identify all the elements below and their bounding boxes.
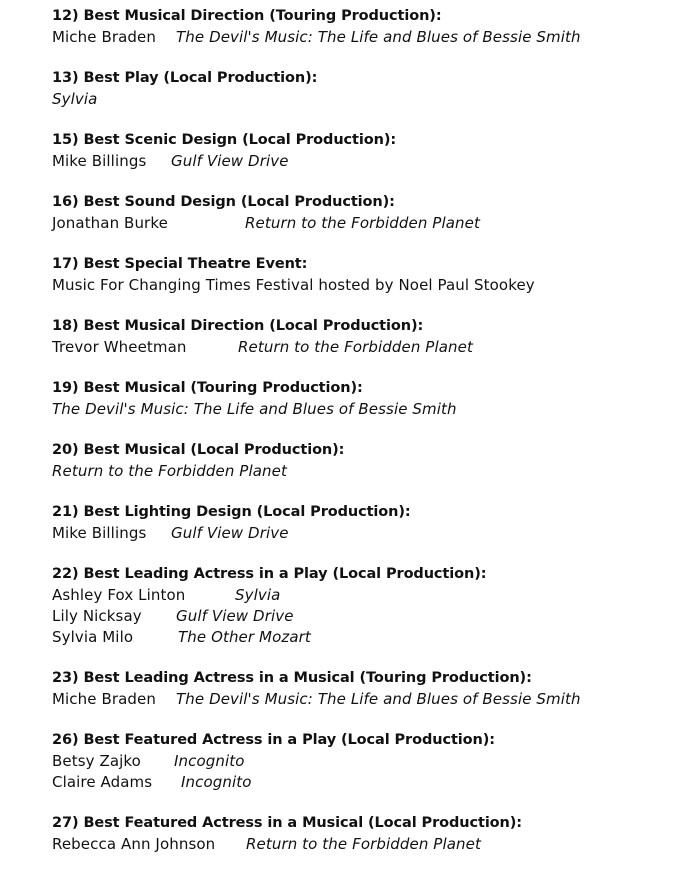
winner-name: Mike Billings	[52, 524, 147, 542]
production-title: Incognito	[174, 752, 245, 770]
award-block	[52, 192, 682, 234]
award-title: 21) Best Lighting Design (Local Production):	[52, 504, 411, 520]
winner-line	[52, 399, 682, 420]
winner-name: Jonathan Burke	[52, 214, 168, 232]
production-title: The Other Mozart	[178, 628, 311, 646]
production-title: Sylvia	[52, 90, 98, 108]
award-block	[52, 668, 682, 710]
production-title: Return to the Forbidden Planet	[238, 338, 473, 356]
winner-line	[52, 585, 682, 606]
production-title: The Devil's Music: The Life and Blues of Bessie Smith	[52, 400, 457, 418]
award-block	[52, 316, 682, 358]
winner-name: Ashley Fox Linton	[52, 586, 186, 604]
award-title: 15) Best Scenic Design (Local Production):	[52, 132, 397, 148]
winner-name: Miche Braden	[52, 690, 156, 708]
winner-line	[52, 213, 682, 234]
winner-line	[52, 627, 682, 648]
winner-line	[52, 689, 682, 710]
award-title: 23) Best Leading Actress in a Musical (Touring Production):	[52, 670, 532, 686]
production-title: Return to the Forbidden Planet	[52, 462, 287, 480]
award-block	[52, 6, 682, 48]
production-title: Return to the Forbidden Planet	[245, 214, 480, 232]
winner-line	[52, 751, 682, 772]
winner-name: Miche Braden	[52, 28, 156, 46]
winner-line	[52, 461, 682, 482]
winner-line	[52, 772, 682, 793]
award-block	[52, 440, 682, 482]
award-title: 17) Best Special Theatre Event:	[52, 256, 308, 272]
award-block	[52, 730, 682, 793]
production-title: The Devil's Music: The Life and Blues of Bessie Smith	[176, 690, 581, 708]
winner-line	[52, 337, 682, 358]
award-block	[52, 813, 682, 855]
award-title: 12) Best Musical Direction (Touring Production):	[52, 8, 442, 24]
winner-name: Rebecca Ann Johnson	[52, 835, 216, 853]
production-title: Return to the Forbidden Planet	[246, 835, 481, 853]
award-title: 18) Best Musical Direction (Local Production):	[52, 318, 424, 334]
award-block	[52, 378, 682, 420]
award-block	[52, 254, 682, 296]
winner-line	[52, 89, 682, 110]
award-title: 16) Best Sound Design (Local Production):	[52, 194, 395, 210]
award-title: 22) Best Leading Actress in a Play (Local Production):	[52, 566, 487, 582]
production-title: Sylvia	[235, 586, 281, 604]
award-title: 13) Best Play (Local Production):	[52, 70, 318, 86]
winner-name: Lily Nicksay	[52, 607, 142, 625]
production-title: Gulf View Drive	[171, 152, 289, 170]
winner-name: Sylvia Milo	[52, 628, 134, 646]
production-title: The Devil's Music: The Life and Blues of Bessie Smith	[176, 28, 581, 46]
winner-name: Betsy Zajko	[52, 752, 141, 770]
winner-line	[52, 151, 682, 172]
winner-line	[52, 523, 682, 544]
winner-line	[52, 27, 682, 48]
production-title: Incognito	[181, 773, 252, 791]
award-block	[52, 502, 682, 544]
award-title: 19) Best Musical (Touring Production):	[52, 380, 363, 396]
award-block	[52, 564, 682, 648]
winner-line	[52, 834, 682, 855]
winner-line	[52, 275, 682, 296]
winner-name: Mike Billings	[52, 152, 147, 170]
award-title: 27) Best Featured Actress in a Musical (Local Production):	[52, 815, 522, 831]
winner-name: Trevor Wheetman	[52, 338, 187, 356]
award-title: 26) Best Featured Actress in a Play (Local Production):	[52, 732, 495, 748]
award-block	[52, 130, 682, 172]
awards-document	[52, 6, 682, 875]
winner-name: Music For Changing Times Festival hosted by Noel Paul Stookey	[52, 276, 535, 294]
production-title: Gulf View Drive	[171, 524, 289, 542]
award-block	[52, 68, 682, 110]
winner-name: Claire Adams	[52, 773, 153, 791]
winner-line	[52, 606, 682, 627]
award-title: 20) Best Musical (Local Production):	[52, 442, 345, 458]
production-title: Gulf View Drive	[176, 607, 294, 625]
